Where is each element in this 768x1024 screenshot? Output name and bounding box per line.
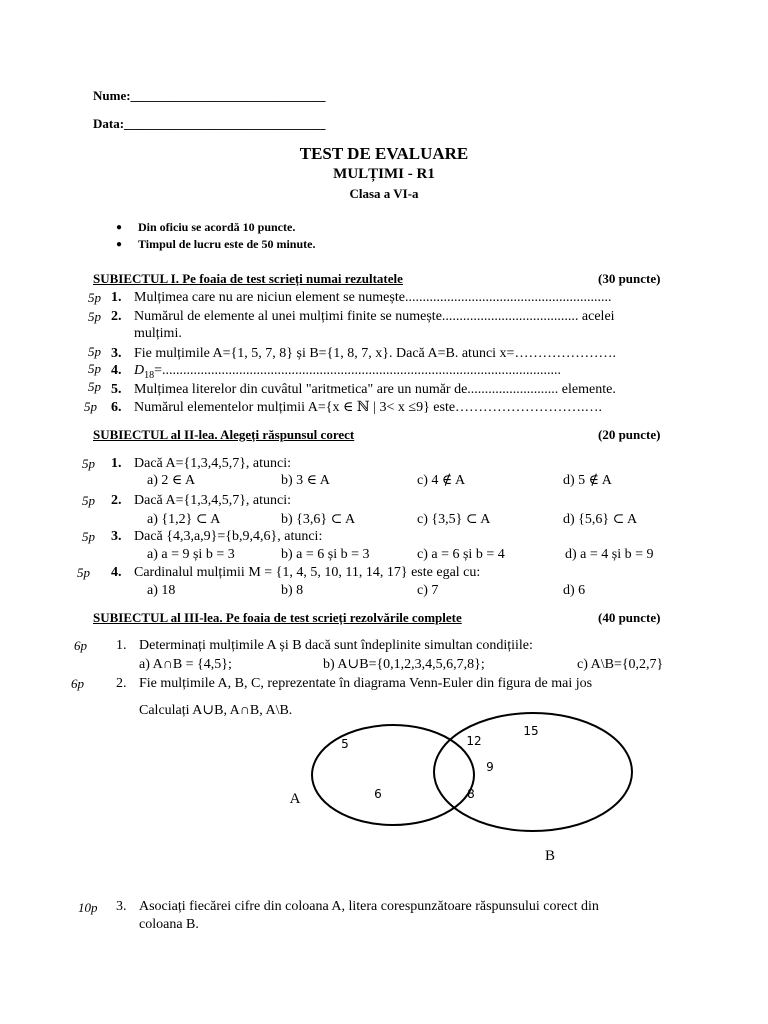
name-line: Nume:______________________________ — [93, 88, 326, 103]
item-number: 4. — [111, 363, 122, 378]
option-c: c) a = 6 și b = 4 — [417, 547, 505, 562]
item-text: Determinați mulțimile A și B dacă sunt îndeplinite simultan condițiile: — [139, 638, 533, 653]
item-number: 2. — [111, 309, 122, 324]
option-d: d) a = 4 și b = 9 — [565, 547, 654, 562]
item-points: 5p — [82, 456, 95, 471]
option-d: d) {5,6} ⊂ A — [563, 512, 638, 527]
item-points: 5p — [88, 379, 101, 394]
option-a: a) a = 9 și b = 3 — [147, 547, 235, 562]
option-c: c) {3,5} ⊂ A — [417, 512, 491, 527]
item-number: 1. — [116, 638, 127, 653]
option-d: d) 5 ∉ A — [563, 473, 612, 488]
set-b-label: B — [544, 848, 556, 864]
option-c: c) 4 ∉ A — [417, 473, 466, 488]
item-text-cont: coloana B. — [139, 917, 199, 932]
option-d: d) 6 — [563, 583, 586, 598]
option-b: b) {3,6} ⊂ A — [281, 512, 356, 527]
section-1-heading: SUBIECTUL I. Pe foaia de test scrieți numai rezultatele — [93, 271, 403, 286]
item-text-cont: Calculați A∪B, A∩B, A\B. — [139, 703, 293, 718]
item-points: 6p — [74, 638, 87, 653]
item-number: 2. — [116, 676, 127, 691]
section-3-heading: SUBIECTUL al III-lea. Pe foaia de test scrieți rezolvările complete — [93, 610, 462, 625]
section-2-points: (20 puncte) — [598, 427, 661, 442]
item-points: 6p — [71, 676, 84, 691]
option-a: a) A∩B = {4,5}; — [139, 657, 232, 672]
item-text-fill: =.................................................................................................................. — [154, 363, 562, 378]
option-c: c) 7 — [417, 583, 439, 598]
item-text: Mulțimea care nu are niciun element se numește........................................................... — [134, 290, 612, 305]
item-points: 5p — [88, 361, 101, 376]
page-subtitle: MULȚIMI - R1 — [333, 166, 435, 182]
item-number: 3. — [116, 899, 127, 914]
venn-element: 12 — [466, 734, 482, 748]
item-points: 5p — [84, 399, 97, 414]
option-a: a) 2 ∈ A — [147, 473, 196, 488]
option-b: b) a = 6 și b = 3 — [281, 547, 370, 562]
divisor-subscript: 18 — [144, 369, 155, 381]
item-text: Fie mulțimile A={1, 5, 7, 8} și B={1, 8, 7, x}. Dacă A=B. atunci x=…………………. — [134, 346, 616, 361]
item-points: 10p — [78, 900, 98, 915]
item-number: 1. — [111, 456, 122, 471]
section-1-points: (30 puncte) — [598, 271, 661, 286]
option-c: c) A\B={0,2,7} — [577, 657, 664, 672]
item-text: Dacă A={1,3,4,5,7}, atunci: — [134, 456, 292, 471]
set-a-label: A — [289, 791, 301, 807]
item-number: 6. — [111, 400, 122, 415]
item-number: 1. — [111, 290, 122, 305]
item-text: Numărul de elemente al unei mulțimi finite se numește....................................... acelei — [134, 309, 615, 324]
bullet-icon: ● — [116, 239, 123, 250]
item-number: 2. — [111, 493, 122, 508]
page-title: TEST DE EVALUARE — [299, 144, 469, 163]
note-text: Din oficiu se acordă 10 puncte. — [138, 220, 296, 234]
venn-element: 8 — [467, 787, 475, 801]
item-number: 4. — [111, 565, 122, 580]
item-number: 3. — [111, 346, 122, 361]
section-2-heading: SUBIECTUL al II-lea. Alegeți răspunsul corect — [93, 427, 355, 442]
option-b: b) A∪B={0,1,2,3,4,5,6,7,8}; — [323, 657, 485, 672]
item-text-cont: mulțimi. — [134, 326, 182, 341]
item-number: 3. — [111, 529, 122, 544]
option-a: a) {1,2} ⊂ A — [147, 512, 221, 527]
note-text: Timpul de lucru este de 50 minute. — [138, 237, 316, 251]
class-label: Clasa a VI-a — [349, 186, 419, 201]
item-text: Cardinalul mulțimii M = {1, 4, 5, 10, 11, 14, 17} este egal cu: — [134, 565, 481, 580]
date-line: Data:_______________________________ — [93, 116, 326, 131]
item-text: Numărul elementelor mulțimii A={x ∈ ℕ | 3< x ≤9} este……………………….…. — [134, 400, 603, 415]
item-text: Asociați fiecărei cifre din coloana A, litera corespunzătoare răspunsului corect din — [139, 899, 599, 914]
item-text: Fie mulțimile A, B, C, reprezentate în diagrama Venn-Euler din figura de mai jos — [139, 676, 593, 691]
item-text: Dacă {4,3,a,9}={b,9,4,6}, atunci: — [134, 529, 323, 544]
item-points: 5p — [88, 290, 101, 305]
venn-element: 5 — [341, 737, 349, 751]
venn-element: 9 — [486, 760, 494, 774]
item-text: Dacă A={1,3,4,5,7}, atunci: — [134, 493, 292, 508]
venn-element: 6 — [374, 787, 382, 801]
bullet-icon: ● — [116, 222, 123, 233]
venn-element: 15 — [523, 724, 539, 738]
option-b: b) 3 ∈ A — [281, 473, 330, 488]
item-points: 5p — [77, 565, 90, 580]
item-number: 5. — [111, 382, 122, 397]
item-points: 5p — [82, 529, 95, 544]
item-points: 5p — [88, 344, 101, 359]
section-3-points: (40 puncte) — [598, 610, 661, 625]
divisor-symbol: D — [134, 363, 145, 378]
item-text: Mulțimea literelor din cuvâtul "aritmetica" are un număr de.......................... elemente. — [134, 382, 616, 397]
option-a: a) 18 — [147, 583, 176, 598]
item-points: 5p — [88, 309, 101, 324]
option-b: b) 8 — [281, 583, 304, 598]
item-points: 5p — [82, 493, 95, 508]
